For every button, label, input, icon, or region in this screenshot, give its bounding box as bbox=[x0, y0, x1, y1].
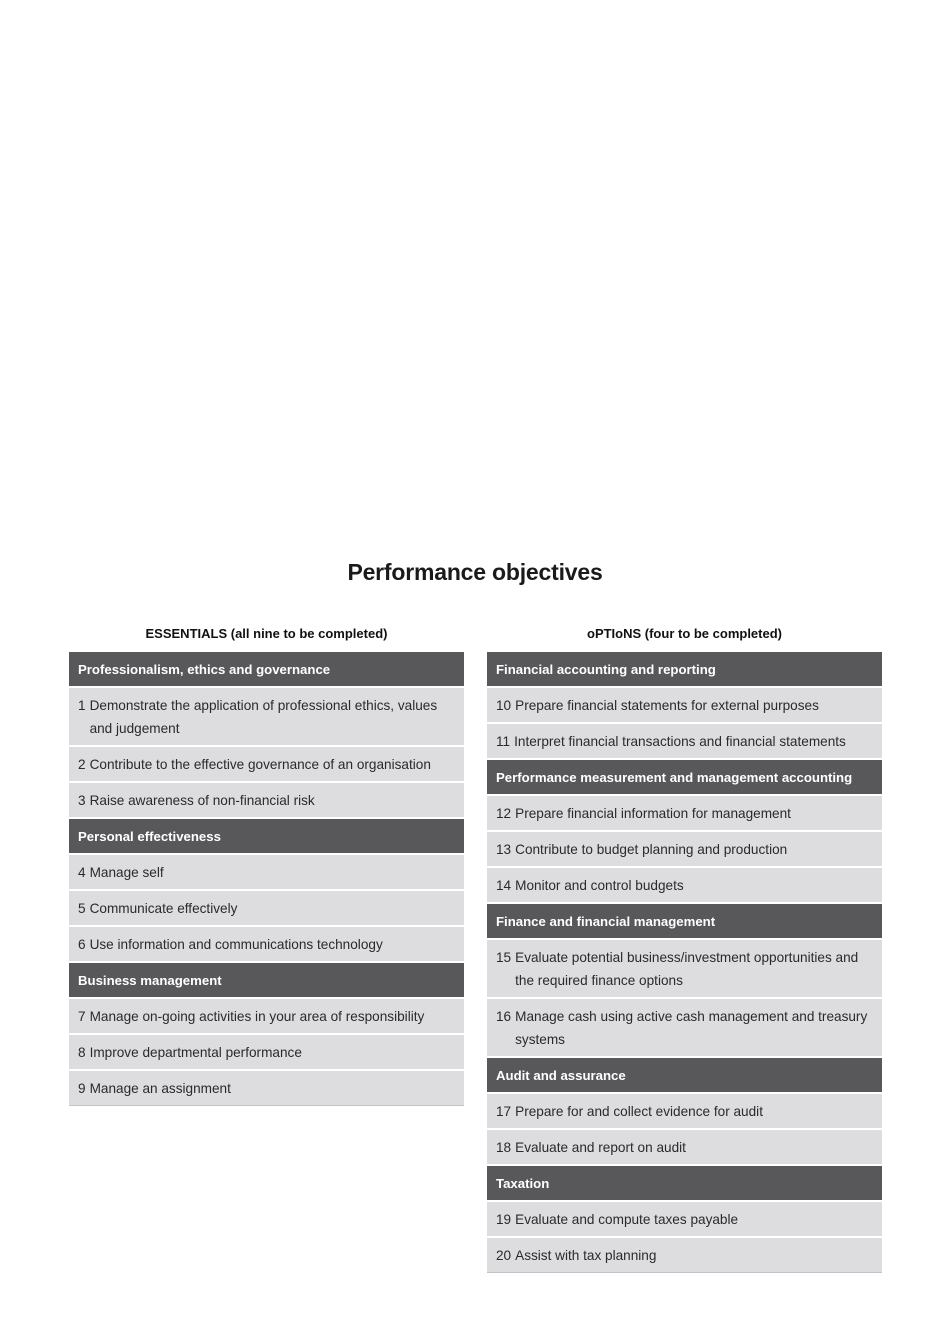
objective-text: Monitor and control budgets bbox=[515, 878, 684, 893]
objective-row bbox=[487, 1202, 882, 1238]
objective-text: Prepare financial statements for external purposes bbox=[515, 698, 819, 713]
objective-text: Demonstrate the application of professional ethics, values and judgement bbox=[89, 698, 438, 736]
objective-row bbox=[487, 1130, 882, 1166]
objective-row bbox=[487, 940, 882, 999]
objective-number: 17 bbox=[496, 1104, 512, 1119]
objective-text: Evaluate and compute taxes payable bbox=[515, 1212, 739, 1227]
objective-row bbox=[487, 868, 882, 904]
objective-number: 16 bbox=[496, 1009, 512, 1024]
objective-text: Prepare for and collect evidence for audit bbox=[515, 1104, 763, 1119]
objective-number: 6 bbox=[78, 937, 86, 952]
section-header: Professionalism, ethics and governance bbox=[69, 652, 464, 688]
page-title: Performance objectives bbox=[347, 559, 603, 585]
objective-number: 15 bbox=[496, 950, 512, 965]
objective-text: Prepare financial information for management bbox=[515, 806, 791, 821]
options-heading: oPTIoNS (four to be completed) bbox=[587, 626, 782, 641]
objective-text: Manage an assignment bbox=[89, 1081, 231, 1096]
objective-number: 20 bbox=[496, 1248, 512, 1263]
section-header: Audit and assurance bbox=[487, 1058, 882, 1094]
objective-number: 13 bbox=[496, 842, 512, 857]
objective-number: 19 bbox=[496, 1212, 512, 1227]
objective-text: Improve departmental performance bbox=[89, 1045, 302, 1060]
objective-number: 9 bbox=[78, 1081, 86, 1096]
objective-row bbox=[69, 1035, 464, 1071]
essentials-table bbox=[69, 652, 464, 1106]
objective-text: Manage self bbox=[89, 865, 164, 880]
section-header: Business management bbox=[69, 963, 464, 999]
objective-row bbox=[487, 999, 882, 1058]
objective-number: 12 bbox=[496, 806, 512, 821]
section-header: Taxation bbox=[487, 1166, 882, 1202]
objective-text: Raise awareness of non-financial risk bbox=[89, 793, 315, 808]
objective-number: 11 bbox=[496, 734, 511, 749]
objective-row bbox=[69, 999, 464, 1035]
objective-number: 18 bbox=[496, 1140, 512, 1155]
objective-text: Use information and communications technology bbox=[89, 937, 383, 952]
essentials-heading: ESSENTIALS (all nine to be completed) bbox=[145, 626, 388, 641]
objective-number: 14 bbox=[496, 878, 512, 893]
objective-row bbox=[487, 1238, 882, 1273]
objective-number: 5 bbox=[78, 901, 86, 916]
objective-row bbox=[69, 891, 464, 927]
section-header: Personal effectiveness bbox=[69, 819, 464, 855]
objective-text: Manage cash using active cash management and treasury systems bbox=[515, 1009, 868, 1047]
objective-text: Communicate effectively bbox=[89, 901, 238, 916]
objective-text: Manage on-going activities in your area of responsibility bbox=[89, 1009, 425, 1024]
objective-row bbox=[69, 747, 464, 783]
objective-text: Evaluate and report on audit bbox=[515, 1140, 686, 1155]
objective-row bbox=[487, 688, 882, 724]
objective-number: 7 bbox=[78, 1009, 86, 1024]
objective-row bbox=[69, 1071, 464, 1106]
options-column bbox=[487, 624, 882, 1273]
objective-row bbox=[487, 1094, 882, 1130]
objective-text: Contribute to budget planning and production bbox=[515, 842, 788, 857]
objective-text: Assist with tax planning bbox=[515, 1248, 657, 1263]
options-table bbox=[487, 652, 882, 1273]
objective-row bbox=[69, 783, 464, 819]
section-header: Finance and financial management bbox=[487, 904, 882, 940]
objective-number: 4 bbox=[78, 865, 86, 880]
objective-number: 2 bbox=[78, 757, 86, 772]
objective-text: Contribute to the effective governance of an organisation bbox=[89, 757, 431, 772]
objective-row bbox=[69, 855, 464, 891]
objective-row bbox=[487, 724, 882, 760]
objective-row bbox=[69, 927, 464, 963]
section-header: Financial accounting and reporting bbox=[487, 652, 882, 688]
essentials-column bbox=[69, 624, 464, 1106]
objective-row bbox=[69, 688, 464, 747]
objective-number: 1 bbox=[78, 698, 86, 713]
objective-row bbox=[487, 796, 882, 832]
objective-text: Evaluate potential business/investment opportunities and the required finance options bbox=[515, 950, 859, 988]
objective-number: 3 bbox=[78, 793, 86, 808]
objective-number: 8 bbox=[78, 1045, 86, 1060]
objective-row bbox=[487, 832, 882, 868]
section-header: Performance measurement and management accounting bbox=[487, 760, 882, 796]
objective-text: Interpret financial transactions and financial statements bbox=[514, 734, 846, 749]
objective-number: 10 bbox=[496, 698, 512, 713]
